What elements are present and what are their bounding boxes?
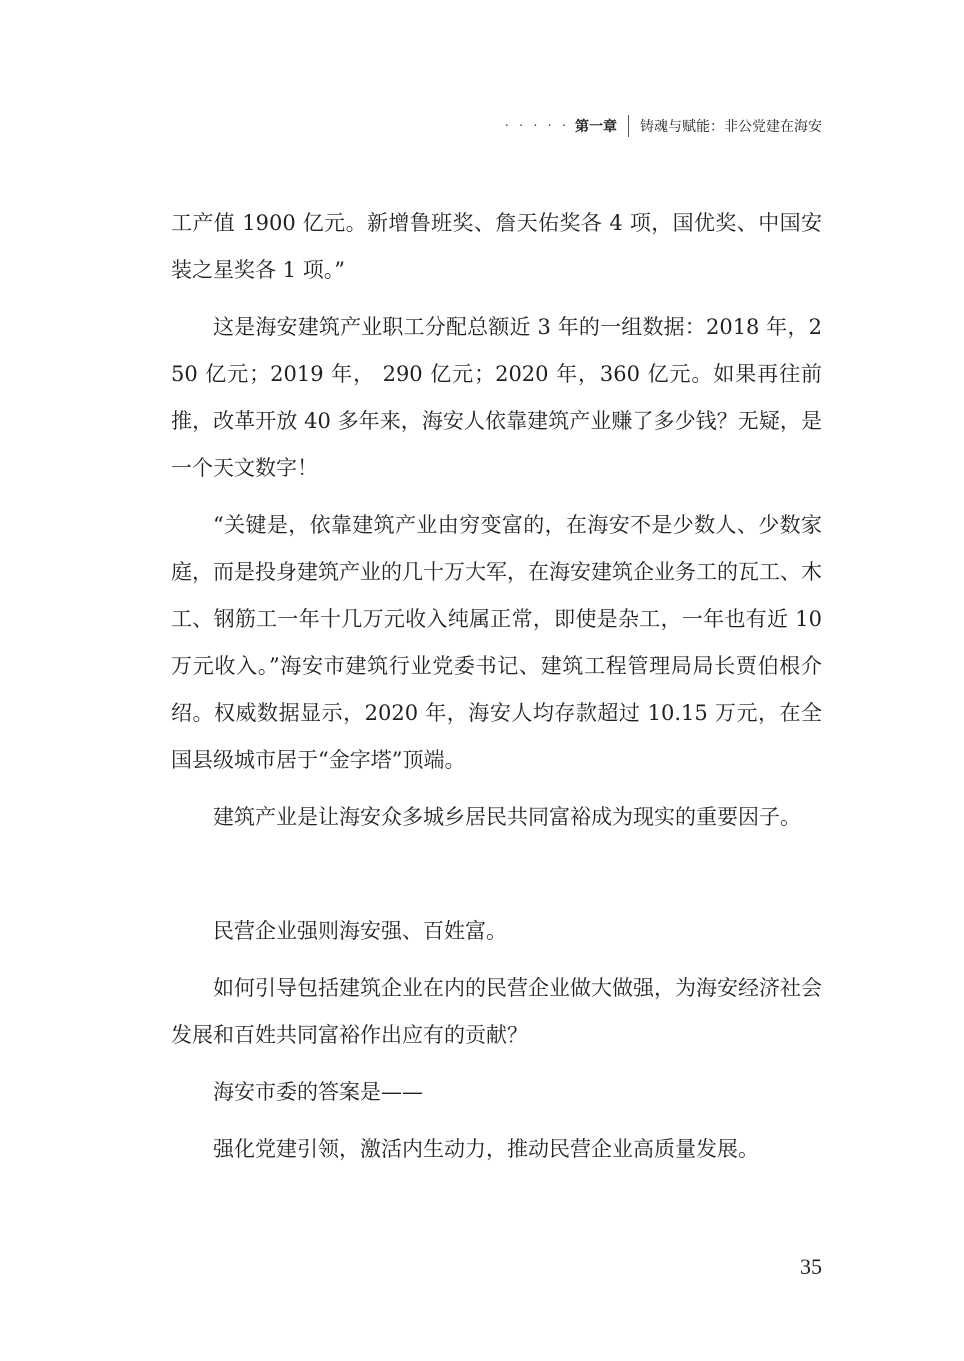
header-title: 铸魂与赋能：非公党建在海安 — [640, 119, 822, 135]
paragraph-1: 工产值 1900 亿元。新增鲁班奖、詹天佑奖各 4 项，国优奖、中国安装之星奖各 1 项。” — [171, 211, 822, 282]
header-divider — [628, 115, 629, 137]
header-chapter: 第一章 — [575, 119, 617, 135]
running-header — [505, 115, 822, 137]
page-number: 35 — [800, 1254, 822, 1279]
paragraph-5: 民营企业强则海安强、百姓富。 — [213, 919, 507, 943]
header-dots: · · · · · — [504, 118, 569, 134]
paragraph-4: 建筑产业是让海安众多城乡居民共同富裕成为现实的重要因子。 — [213, 805, 801, 829]
paragraph-6: 如何引导包括建筑企业在内的民营企业做大做强，为海安经济社会发展和百姓共同富裕作出应有的贡献？ — [171, 976, 822, 1047]
body-text — [171, 200, 822, 1173]
paragraph-3: “关键是，依靠建筑产业由穷变富的，在海安不是少数人、少数家庭，而是投身建筑产业的几十万大军，在海安建筑企业务工的瓦工、木工、钢筋工一年十几万元收入纯属正常，即使是杂工，一年也有近 10 万元收入。”海安市建筑行业党委书记、建筑工程管理局局长贾伯根介绍。权威数据显示，2020 年，海安人均存款超过 10.15 万元，在全国县级城市居于“金字塔”顶端。 — [171, 513, 822, 772]
paragraph-8: 强化党建引领，激活内生动力，推动民营企业高质量发展。 — [213, 1137, 759, 1161]
paragraph-7: 海安市委的答案是—— — [213, 1080, 423, 1104]
paragraph-2: 这是海安建筑产业职工分配总额近 3 年的一组数据：2018 年，250 亿元；2019 年， 290 亿元；2020 年，360 亿元。如果再往前推，改革开放 40 多年来，海安人依靠建筑产业赚了多少钱？无疑，是一个天文数字！ — [171, 315, 822, 480]
